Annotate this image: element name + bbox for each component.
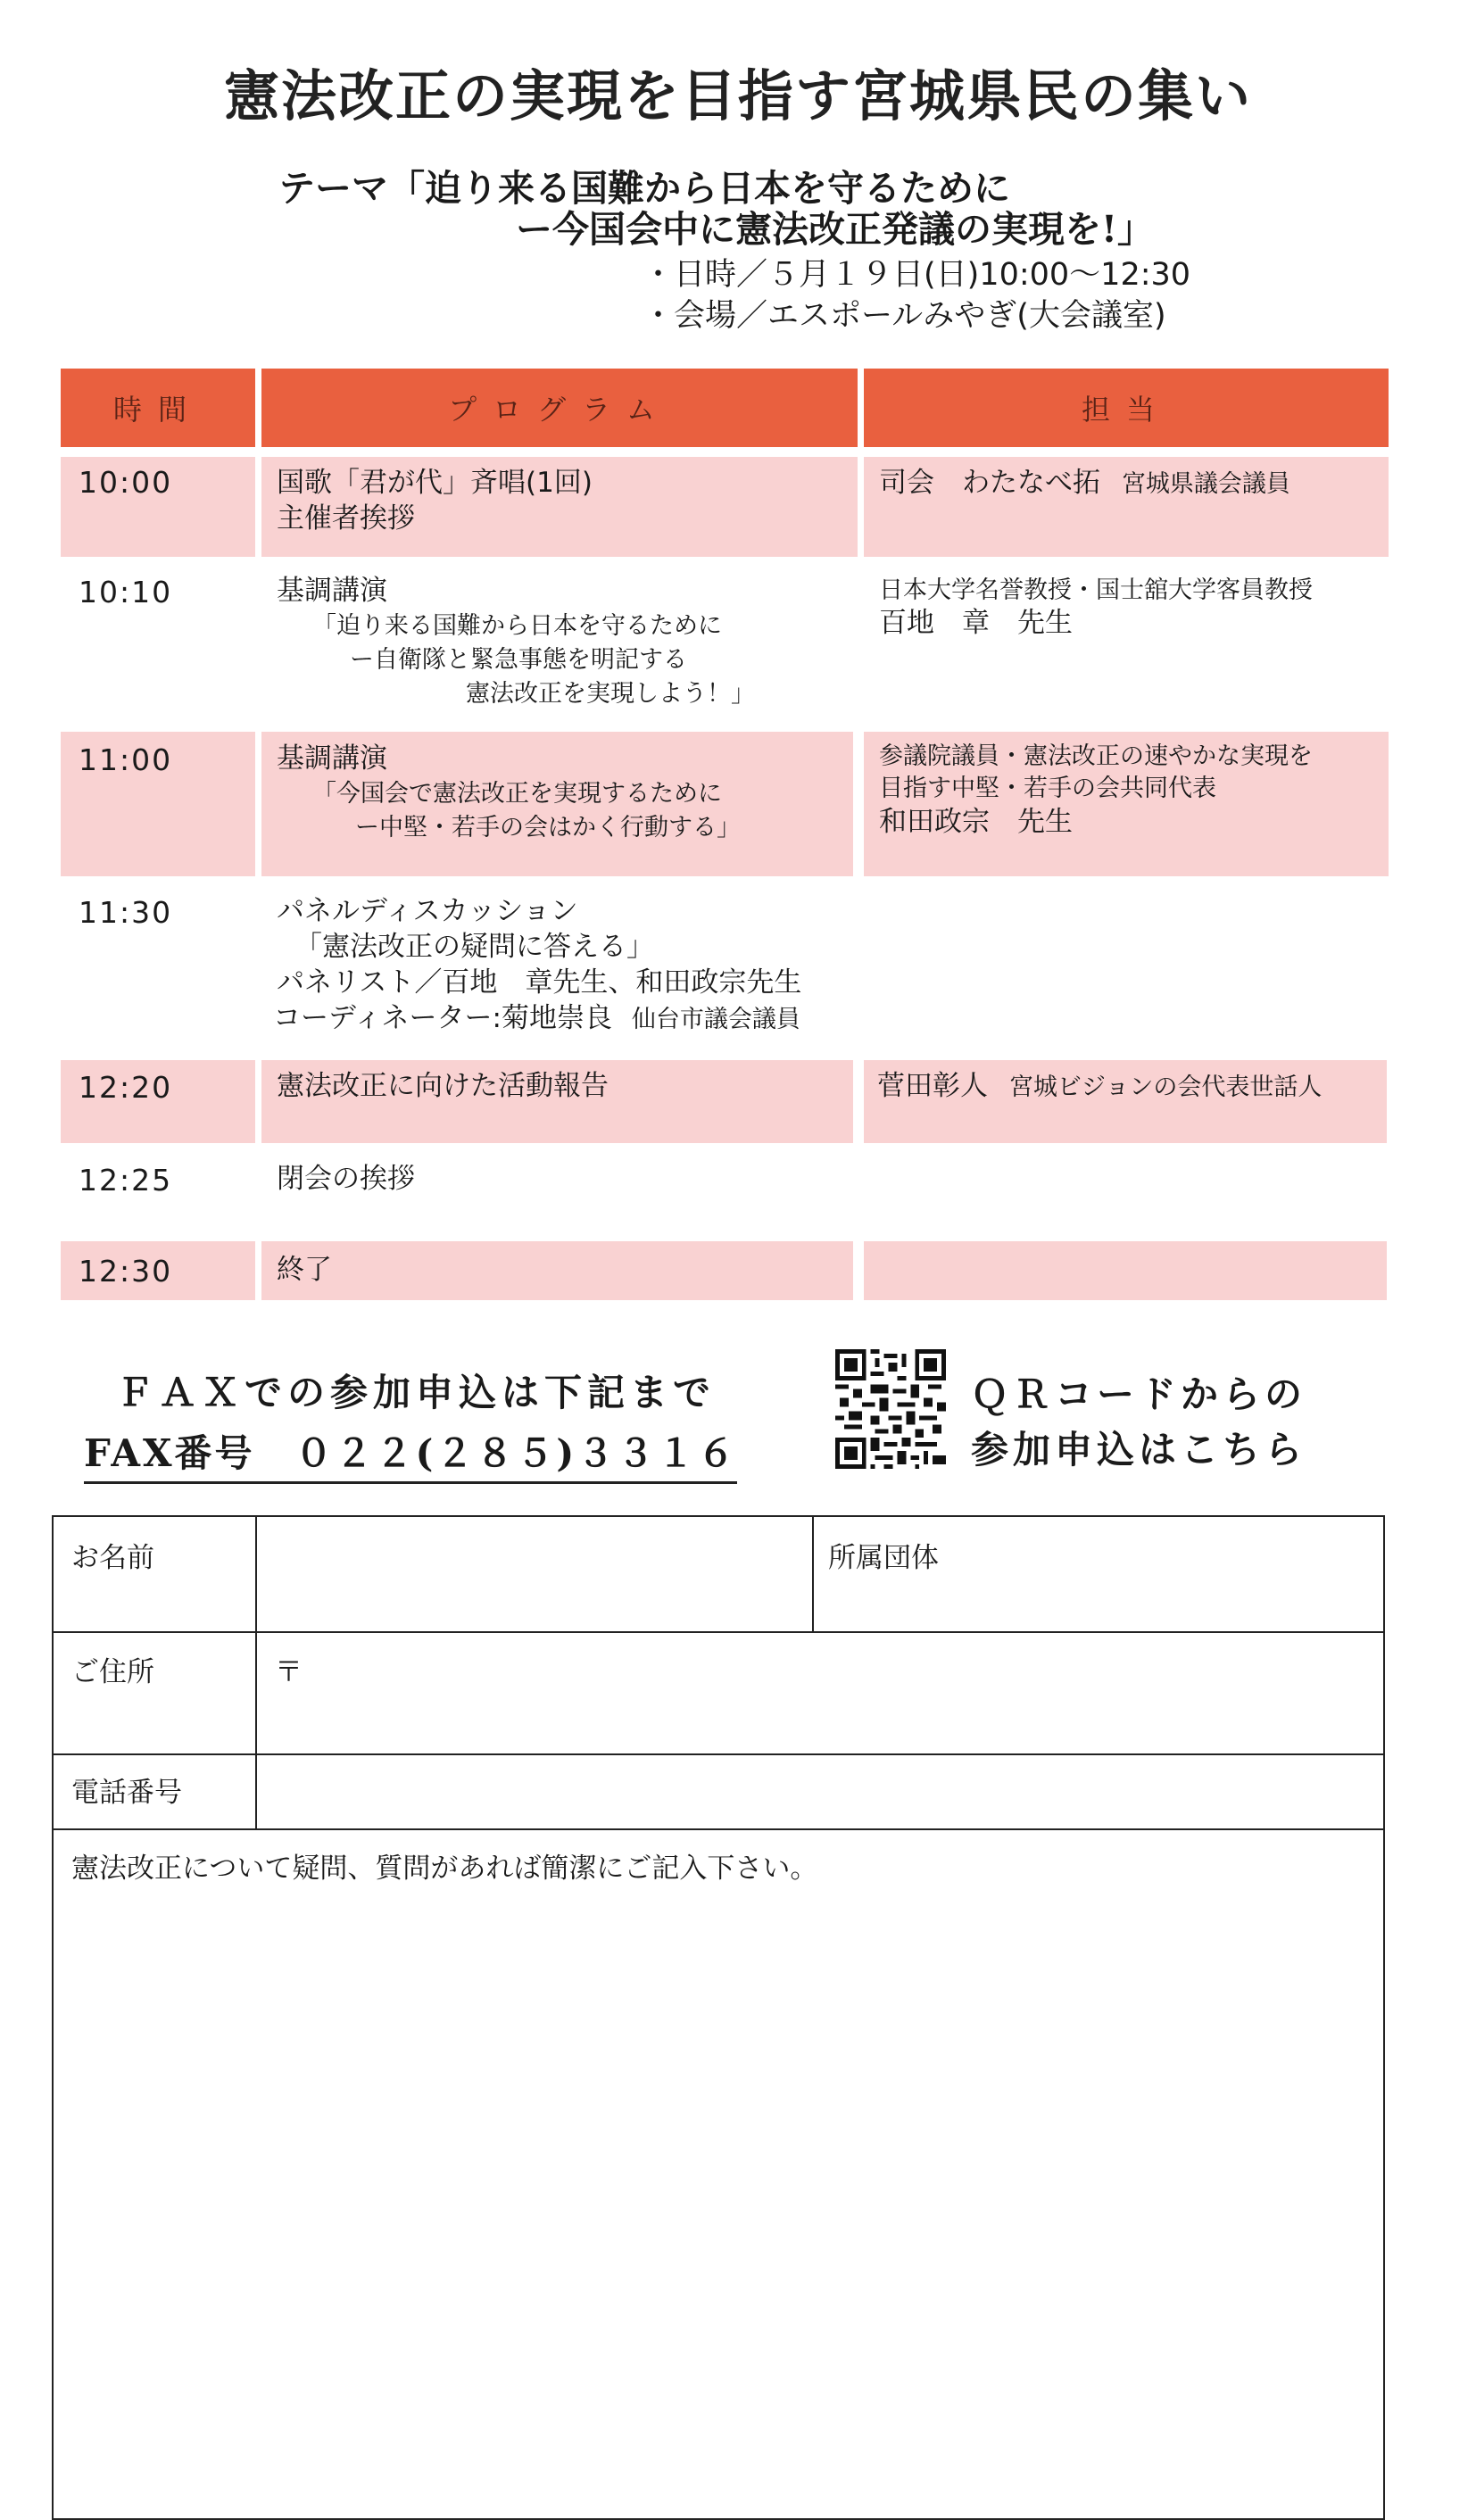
registration-form [52, 1515, 1385, 2520]
theme-line-1: テーマ「迫り来る国難から日本を守るために [278, 167, 1010, 210]
coordinator-name: コーディネーター:菊地崇良 [273, 1002, 612, 1034]
program-line: 「今国会で憲法改正を実現するために [312, 780, 722, 808]
qr-code-icon[interactable] [835, 1349, 946, 1472]
phone-field[interactable] [259, 1757, 1381, 1827]
program-line [273, 1001, 800, 1037]
qr-caption-line-2: 参加申込はこちら [971, 1428, 1307, 1471]
address-label: ご住所 [71, 1656, 154, 1688]
name-field[interactable] [259, 1519, 810, 1629]
program-line: 基調講演 [277, 742, 387, 775]
program-line: 国歌「君が代」斉唱(1回) [277, 467, 593, 499]
column-gap [255, 732, 261, 876]
header-person: 担当 [864, 369, 1389, 447]
person-main: 司会 わたなべ拓 [879, 467, 1100, 499]
program-line: 「迫り来る国難から日本を守るために [312, 612, 722, 640]
program-line: ー中堅・若手の会はかく行動する」 [355, 814, 741, 841]
person-line: 目指す中堅・若手の会共同代表 [879, 775, 1216, 802]
fax-heading: ＦＡＸでの参加申込は下記まで [116, 1371, 717, 1414]
postal-mark: 〒 [275, 1656, 303, 1688]
row-band [261, 1241, 853, 1300]
program-line: パネルディスカッション [277, 895, 578, 927]
program-line: パネリスト／百地 章先生、和田政宗先生 [277, 966, 802, 999]
person-line: 百地 章 先生 [879, 607, 1073, 639]
program-line: 「憲法改正の疑問に答える」 [294, 931, 654, 963]
form-divider [812, 1517, 814, 1631]
row-band [864, 1241, 1387, 1300]
form-divider [54, 1828, 1383, 1830]
person-line: 和田政宗 先生 [879, 806, 1073, 838]
theme-line-2: ー今国会中に憲法改正発議の実現を!」 [516, 208, 1154, 251]
person-role: 宮城県議会議員 [1121, 470, 1290, 498]
event-date: ・日時／５月１９日(日)10:00～12:30 [643, 257, 1191, 293]
form-divider [54, 1631, 1383, 1633]
person-line: 参議院議員・憲法改正の速やかな実現を [879, 742, 1313, 770]
organization-label: 所属団体 [828, 1542, 939, 1574]
header-time: 時間 [61, 369, 255, 447]
row-time: 10:00 [79, 465, 173, 500]
header-program: プログラム [261, 369, 858, 447]
person-name [879, 466, 1290, 502]
program-line: 閉会の挨拶 [277, 1163, 415, 1195]
row-time: 11:30 [79, 895, 173, 930]
program-line: 終了 [277, 1254, 332, 1286]
row-time: 12:25 [79, 1163, 173, 1198]
person-name [877, 1069, 1322, 1105]
row-time: 12:20 [79, 1070, 173, 1105]
fax-number: FAX番号 ０２２(２８５)３３１６ [84, 1424, 737, 1484]
program-line: ー自衛隊と緊急事態を明記する [350, 646, 687, 674]
question-field[interactable] [55, 1892, 1381, 2516]
event-venue: ・会場／エスポールみやぎ(大会議室) [643, 298, 1166, 334]
program-line: 基調講演 [277, 575, 387, 607]
person-line: 日本大学名誉教授・国士舘大学客員教授 [879, 576, 1313, 604]
program-line: 憲法改正に向けた活動報告 [277, 1070, 609, 1102]
person-main: 菅田彰人 [877, 1070, 988, 1102]
coordinator-role: 仙台市議会議員 [631, 1006, 800, 1033]
row-time: 12:30 [79, 1254, 173, 1289]
page-title: 憲法改正の実現を目指す宮城県民の集い [223, 63, 1252, 128]
row-time: 11:00 [79, 742, 173, 777]
name-label: お名前 [71, 1542, 154, 1574]
phone-label: 電話番号 [71, 1777, 182, 1809]
program-line: 主催者挨拶 [277, 502, 415, 535]
qr-caption-line-1: ＱＲコードからの [971, 1372, 1307, 1416]
person-role: 宮城ビジョンの会代表世話人 [1008, 1073, 1323, 1101]
organization-field[interactable] [999, 1519, 1381, 1629]
form-divider [255, 1517, 257, 1828]
program-line: 憲法改正を実現しよう！」 [466, 680, 755, 708]
question-label: 憲法改正について疑問、質問があれば簡潔にご記入下さい。 [71, 1853, 818, 1885]
address-field[interactable] [259, 1635, 1381, 1752]
column-gap [255, 1060, 261, 1143]
form-divider [54, 1753, 1383, 1755]
row-time: 10:10 [79, 575, 173, 609]
